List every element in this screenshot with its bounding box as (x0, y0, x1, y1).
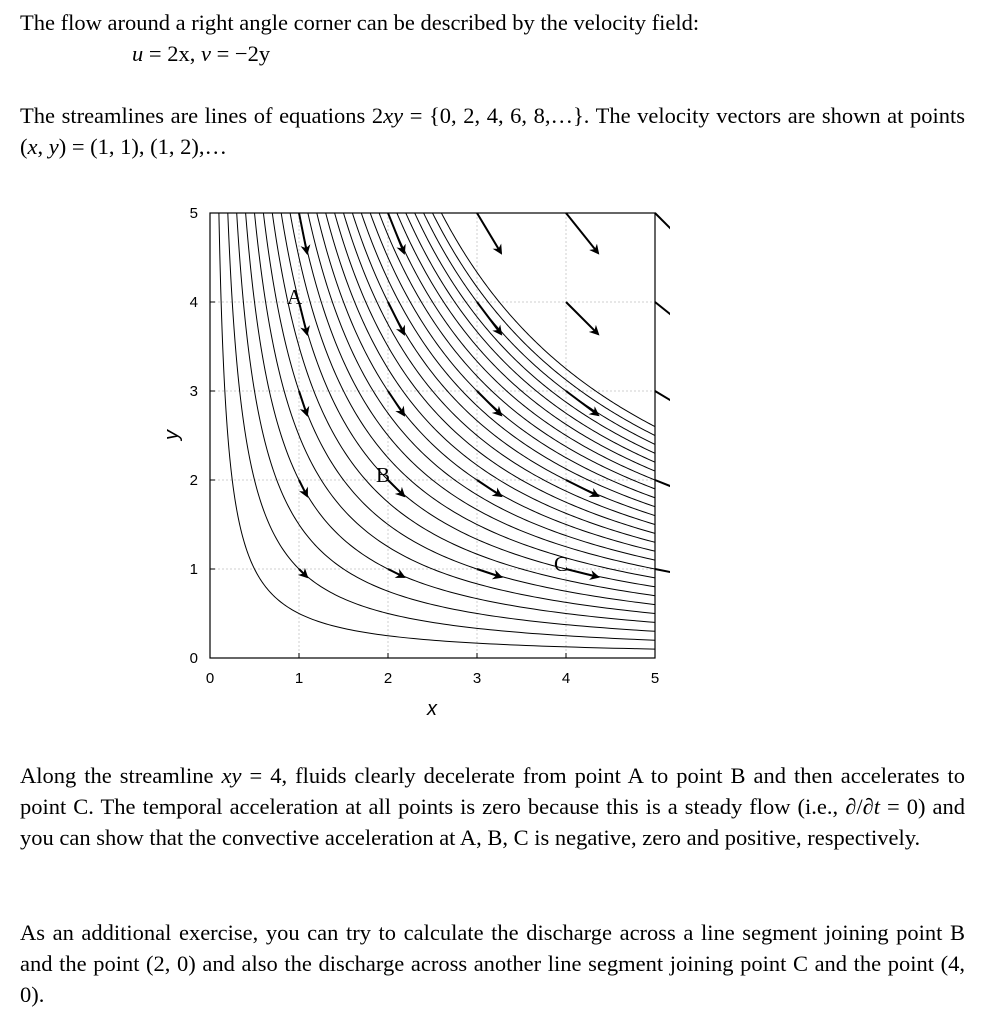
x-tick-label: 2 (383, 670, 393, 687)
intro-text: The flow around a right angle corner can be described by the velocity field: (20, 10, 700, 35)
plot-area (210, 213, 655, 658)
point-label: B (376, 463, 391, 487)
velocity-arrow (655, 302, 670, 334)
y-tick-label: 0 (189, 650, 198, 667)
velocity-arrow (655, 213, 670, 253)
velocity-arrow (655, 391, 670, 415)
x-tick-label: 4 (561, 670, 571, 687)
x-tick-label: 0 (205, 670, 215, 687)
acceleration-discussion: Along the streamline xy = 4, fluids clearly decelerate from point A to point B and then accelerates to point C. The temporal acceleration at all points is zero because this is a steady flow (i.e., ∂/∂t = 0) and you can show that the convective acceleration at A, B, C is negative, zero and positive, respectively. (20, 763, 965, 850)
x-axis-label: x (427, 698, 437, 720)
velocity-arrow (655, 569, 670, 577)
y-tick-label: 5 (189, 205, 198, 222)
y-tick-label: 4 (189, 294, 198, 311)
velocity-arrow (655, 480, 670, 496)
velocity-equation: u = 2x, v = −2y (132, 41, 271, 66)
point-label: C (554, 552, 569, 576)
streamline-chart (150, 195, 670, 725)
x-tick-label: 1 (294, 670, 304, 687)
y-tick-label: 3 (189, 383, 198, 400)
x-tick-label: 3 (472, 670, 482, 687)
point-label: A (287, 285, 303, 309)
streamline-description: The streamlines are lines of equations 2xy = {0, 2, 4, 6, 8,…}. The velocity vectors are shown at points (x, y) = (1, 1), (1, 2),… (20, 103, 965, 159)
y-tick-label: 2 (189, 472, 198, 489)
y-tick-label: 1 (189, 561, 198, 578)
exercise-text: As an additional exercise, you can try to calculate the discharge across a line segment joining point B and the point (2, 0) and also the discharge across another line segment joining point C and the point (4, 0). (20, 920, 965, 1007)
x-tick-label: 5 (650, 670, 660, 687)
y-axis-label: y (161, 430, 183, 440)
